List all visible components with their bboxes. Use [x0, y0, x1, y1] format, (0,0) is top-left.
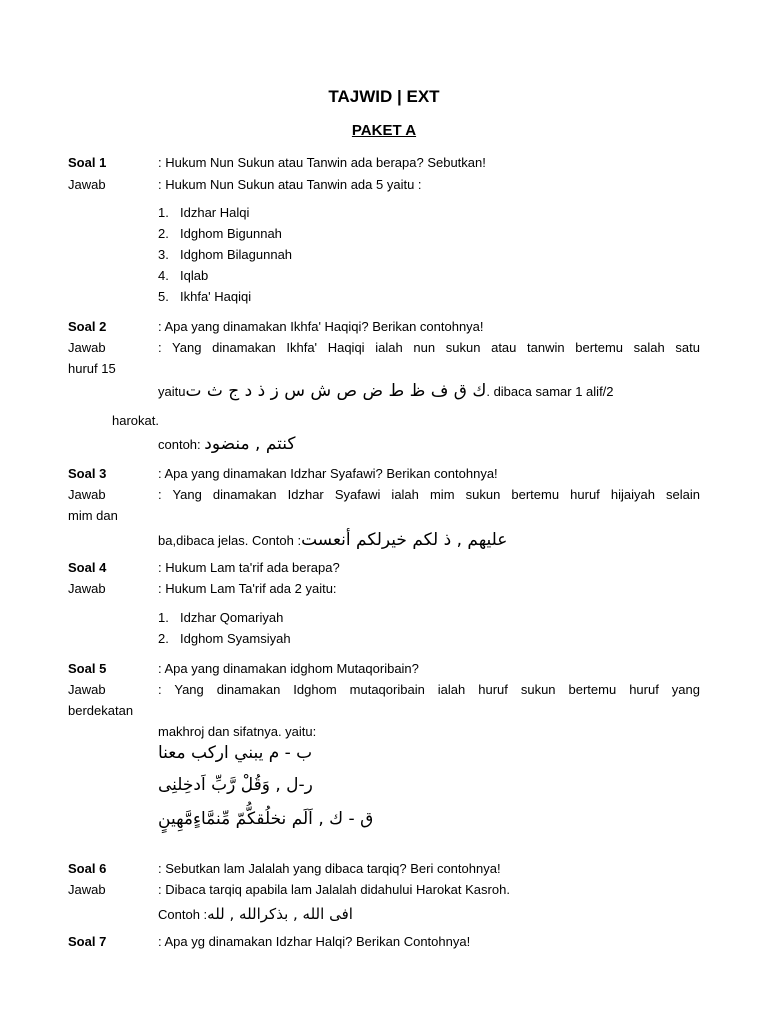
- q2-letters-line: [158, 381, 700, 401]
- q2-example-label: contoh:: [158, 437, 201, 452]
- q3-example: [158, 530, 507, 550]
- q6-example-arabic: افى الله , بذكرالله , لله: [207, 905, 353, 923]
- q2-answer-cont: huruf 15: [68, 361, 116, 376]
- q2-letters-suffix: . dibaca samar 1 alif/2: [486, 384, 614, 399]
- list-item: 2. Idghom Bigunnah: [158, 226, 282, 241]
- q3-example-arabic: عليهم , ذ لكم خيرلكم أنعست: [301, 530, 508, 550]
- q2-letters-prefix: yaitu: [158, 384, 186, 399]
- q5-answer-cont: berdekatan: [68, 703, 134, 718]
- q5-answer-label: Jawab: [68, 682, 106, 697]
- q5-answer: : Yang dinamakan Idghom mutaqoribain ialah huruf sukun bertemu huruf yang: [158, 682, 700, 697]
- q2-harakat: harokat.: [112, 413, 159, 428]
- q4-answer-label: Jawab: [68, 581, 106, 596]
- q6-answer-label: Jawab: [68, 882, 106, 897]
- list-item: 1. Idzhar Qomariyah: [158, 610, 284, 625]
- list-item: 5. Ikhfa' Haqiqi: [158, 289, 252, 304]
- q6-question: : Sebutkan lam Jalalah yang dibaca tarqiq? Beri contohnya!: [158, 861, 501, 876]
- q6-answer: : Dibaca tarqiq apabila lam Jalalah didahului Harokat Kasroh.: [158, 882, 510, 897]
- q3-answer-label: Jawab: [68, 487, 106, 502]
- q7-label: Soal 7: [68, 934, 107, 949]
- q1-answer: : Hukum Nun Sukun atau Tanwin ada 5 yaitu :: [158, 177, 422, 192]
- list-item: 2. Idghom Syamsiyah: [158, 631, 291, 646]
- list-item: 4. Iqlab: [158, 268, 209, 283]
- q5-question: : Apa yang dinamakan idghom Mutaqoribain?: [158, 661, 419, 676]
- q4-question: : Hukum Lam ta'rif ada berapa?: [158, 560, 340, 575]
- page-subtitle: PAKET A: [351, 122, 417, 139]
- q3-answer: : Yang dinamakan Idzhar Syafawi ialah mim sukun bertemu huruf hijaiyah selain: [158, 487, 700, 502]
- list-item: 3. Idghom Bilagunnah: [158, 247, 293, 262]
- q5-example-1: ب - م يبني اركب معنا: [158, 743, 313, 763]
- q2-example: [158, 434, 296, 454]
- q2-letters-arabic: ك ق ف ظ ط ض ص ش س ز ذ د ج ث ت: [185, 381, 487, 401]
- q3-example-prefix: ba,dibaca jelas. Contoh :: [158, 533, 302, 548]
- q5-answer-cont2: makhroj dan sifatnya. yaitu:: [158, 724, 317, 739]
- q3-answer-cont: mim dan: [68, 508, 118, 523]
- q6-label: Soal 6: [68, 861, 107, 876]
- q5-label: Soal 5: [68, 661, 107, 676]
- q2-label: Soal 2: [68, 319, 107, 334]
- list-item: 1. Idzhar Halqi: [158, 205, 250, 220]
- q1-label: Soal 1: [68, 155, 107, 170]
- q7-question: : Apa yg dinamakan Idzhar Halqi? Berikan Contohnya!: [158, 934, 471, 949]
- q4-answer: : Hukum Lam Ta'rif ada 2 yaitu:: [158, 581, 337, 596]
- q5-example-2: ر-ل , وَقُلْ رَّبِّ اَدخِلنِى: [158, 775, 313, 795]
- page-title: TAJWID | EXT: [328, 87, 440, 106]
- q2-answer-label: Jawab: [68, 340, 106, 355]
- q1-answer-label: Jawab: [68, 177, 106, 192]
- q5-example-3: ق - ك , اَلَم نخلُقكُّمّ مِّنمَّاءٍمَّهِينٍ: [158, 809, 374, 829]
- q2-example-arabic: كنتم , منضود: [204, 434, 296, 454]
- q2-question: : Apa yang dinamakan Ikhfa' Haqiqi? Berikan contohnya!: [158, 319, 484, 334]
- q6-example: [158, 905, 353, 923]
- q2-answer: : Yang dinamakan Ikhfa' Haqiqi ialah nun sukun atau tanwin bertemu salah satu: [158, 340, 700, 355]
- q6-example-label: Contoh :: [158, 907, 208, 922]
- q3-question: : Apa yang dinamakan Idzhar Syafawi? Berikan contohnya!: [158, 466, 498, 481]
- q3-label: Soal 3: [68, 466, 107, 481]
- q1-question: : Hukum Nun Sukun atau Tanwin ada berapa? Sebutkan!: [158, 155, 486, 170]
- q4-label: Soal 4: [68, 560, 107, 575]
